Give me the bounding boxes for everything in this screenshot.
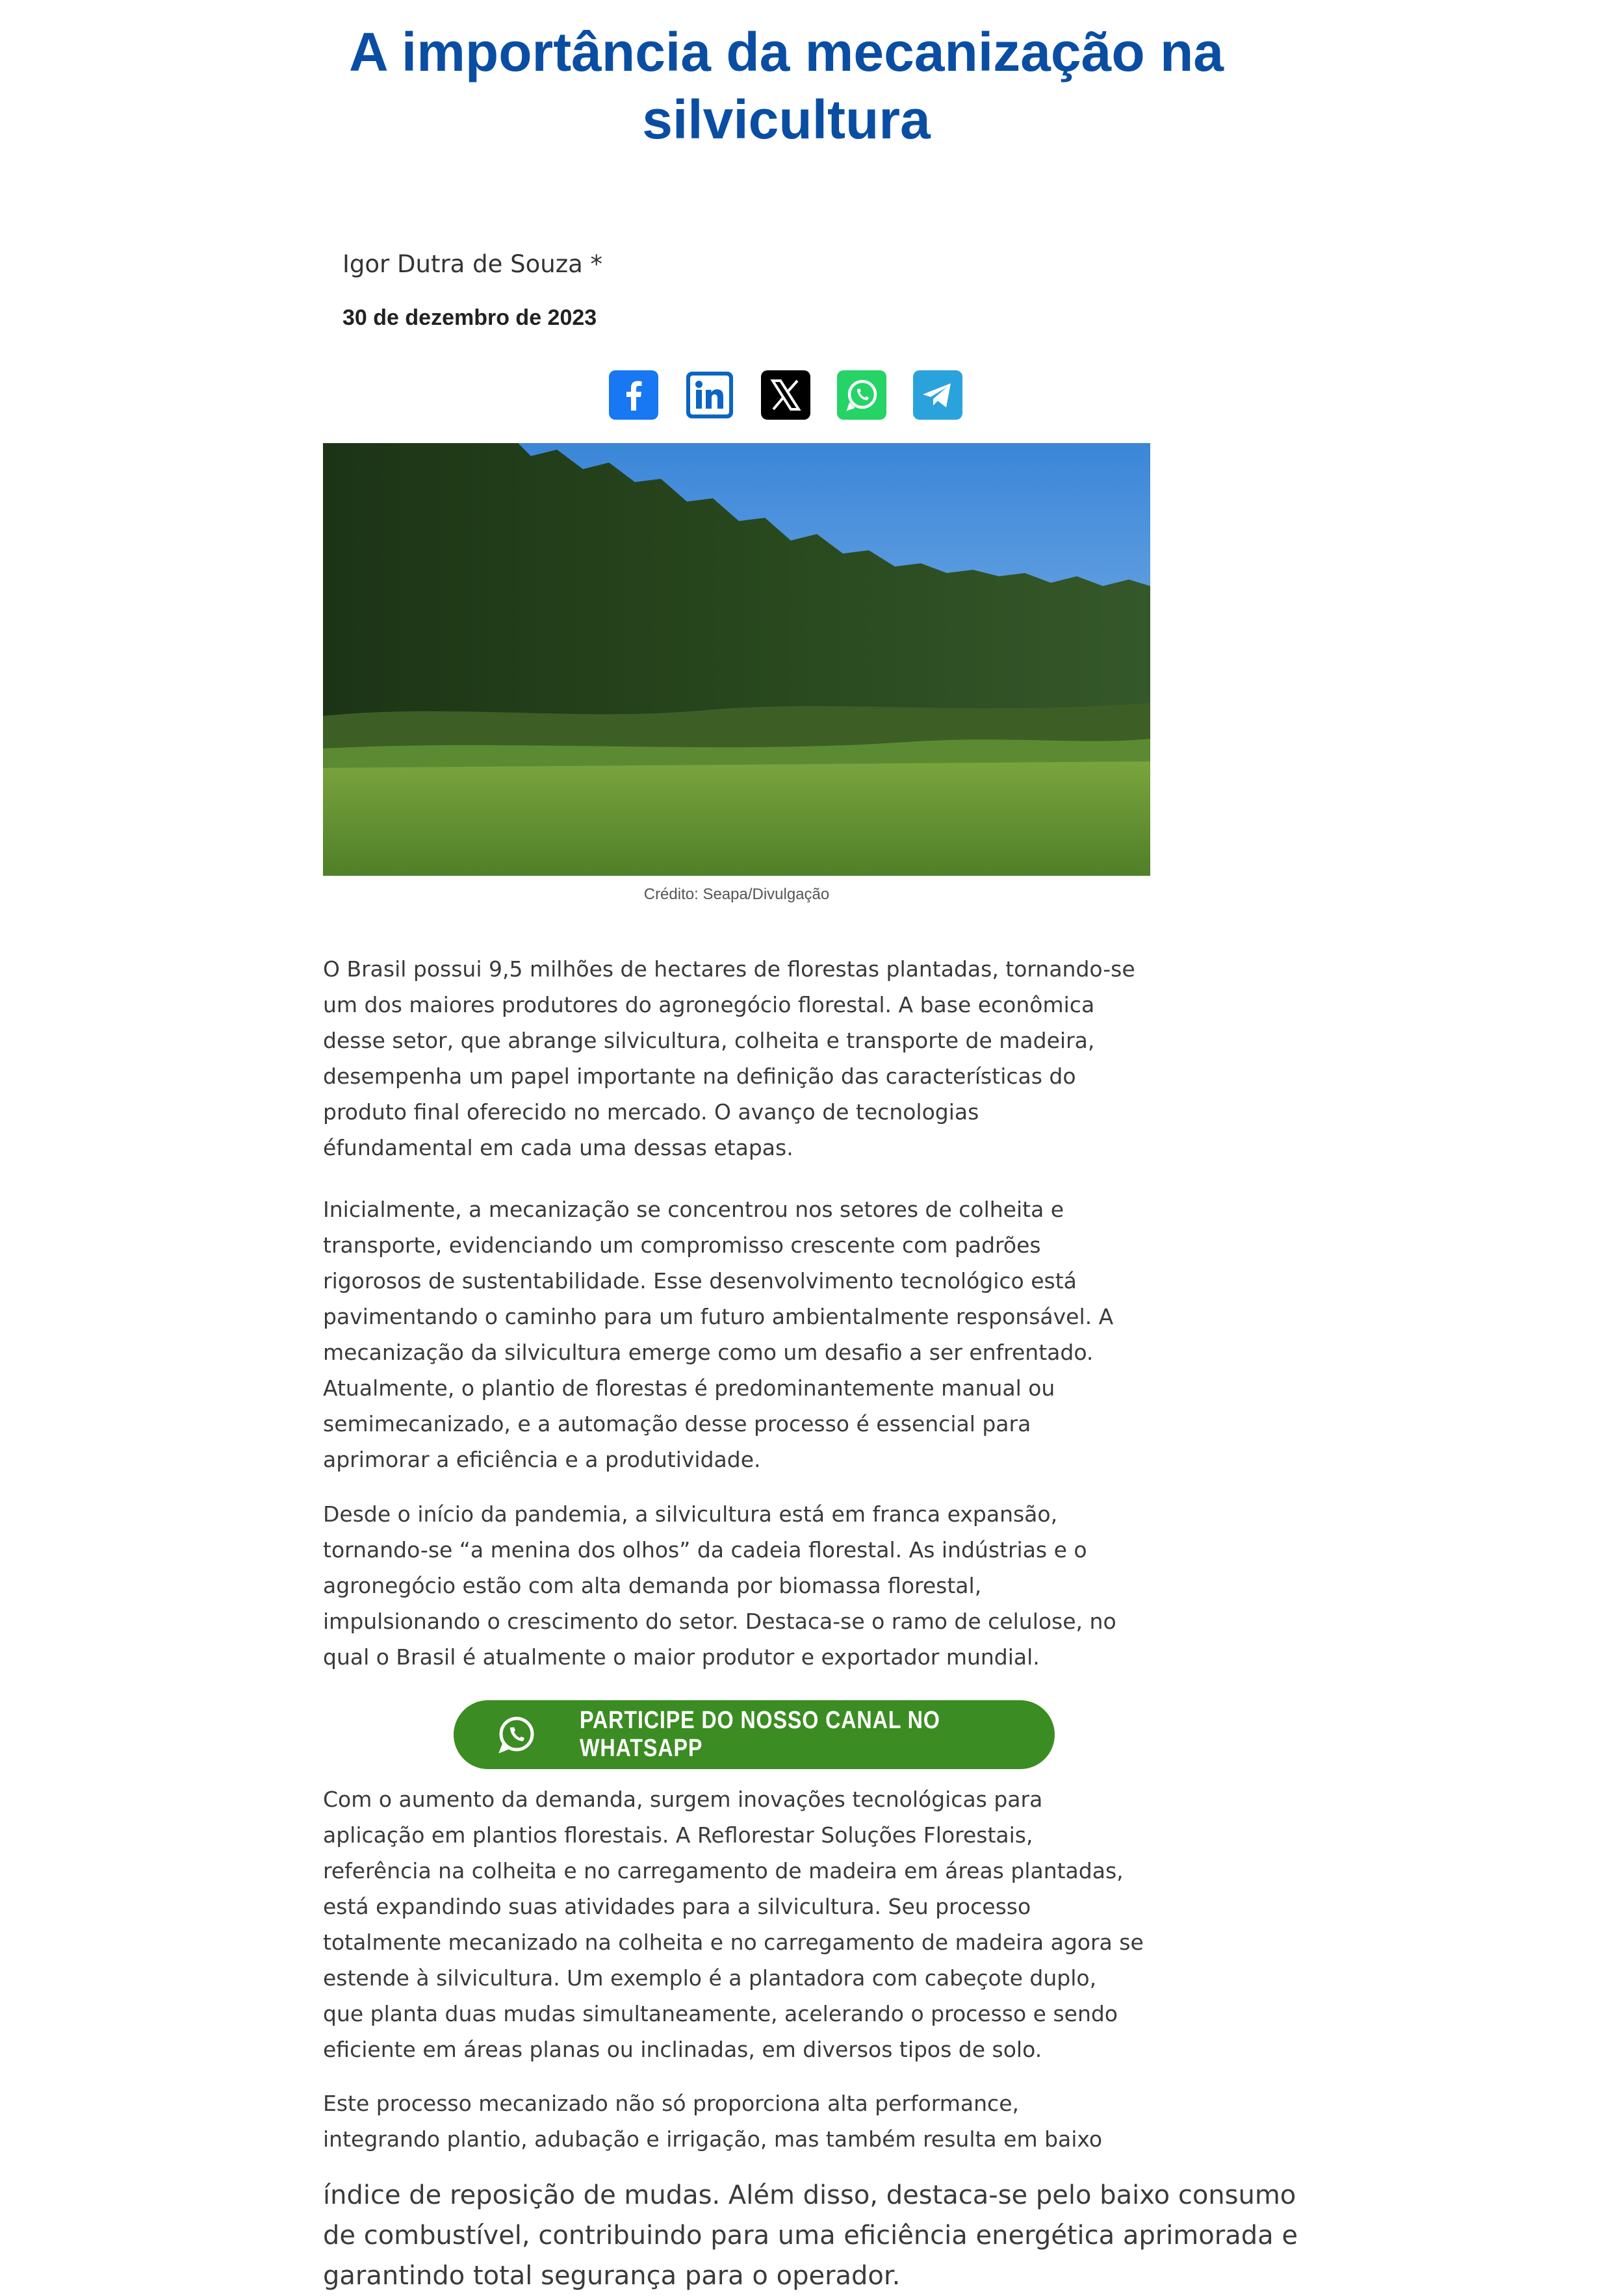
x-icon [761, 370, 810, 420]
paragraph-5: Este processo mecanizado não só proporciona alta performance, integrando plantio, adubação e irrigação, mas também resulta em baixo [323, 2091, 1103, 2152]
article-title: A importância da mecanização na silvicultura [348, 21, 1224, 150]
paragraph-1: O Brasil possui 9,5 milhões de hectares de florestas plantadas, tornando-se um dos maiores produtores do agronegócio florestal. A base econômica desse setor, que abrange silvicultura, colheita e transporte de madeira, desempenha um papel importante na definição das características do produto final oferecido no mercado. O avanço de tecnologias éfundamental em cada uma dessas etapas. [323, 956, 1135, 1160]
paragraph-6: índice de reposição de mudas. Além disso, destaca-se pelo baixo consumo de combustível, contribuindo para uma eficiência energética aprimorada e garantindo total segurança para o operador. [323, 2180, 1298, 2291]
facebook-share-button[interactable] [609, 370, 658, 420]
linkedin-share-button[interactable] [685, 370, 734, 420]
telegram-share-button[interactable] [913, 370, 962, 420]
linkedin-icon [685, 370, 734, 420]
whatsapp-icon [837, 370, 886, 420]
photo-caption: Crédito: Seapa/Divulgação [643, 886, 830, 903]
whatsapp-channel-button[interactable] [454, 1700, 1055, 1769]
whatsapp-channel-label: PARTICIPE DO NOSSO CANAL NO WHATSAPP [580, 1707, 940, 1762]
share-bar [609, 370, 962, 420]
paragraph-2: Inicialmente, a mecanização se concentrou nos setores de colheita e transporte, evidenciando um compromisso crescente com padrões rigorosos de sustentabilidade. Esse desenvolvimento tecnológico está pavimentando o caminho para um futuro ambientalmente responsável. A mecanização da silvicultura emerge como um desafio a ser enfrentado. Atualmente, o plantio de florestas é predominantemente manual ou semimecanizado, e a automação desse processo é essencial para aprimorar a eficiência e a produtividade. [323, 1197, 1114, 1472]
facebook-icon [609, 370, 658, 420]
article-author: Igor Dutra de Souza * [342, 250, 603, 278]
article-photo [323, 443, 1150, 876]
whatsapp-icon [491, 1710, 541, 1759]
paragraph-4: Com o aumento da demanda, surgem inovações tecnológicas para aplicação em plantios florestais. A Reflorestar Soluções Florestais, referência na colheita e no carregamento de madeira em áreas plantadas, está expandindo suas atividades para a silvicultura. Seu processo totalmente mecanizado na colheita e no carregamento de madeira agora se estende à silvicultura. Um exemplo é a plantadora com cabeçote duplo, que planta duas mudas simultaneamente, acelerando o processo e sendo eficiente em áreas planas ou inclinadas, em diversos tipos de solo. [323, 1787, 1144, 2062]
paragraph-3: Desde o início da pandemia, a silvicultura está em franca expansão, tornando-se “a menina dos olhos” da cadeia florestal. As indústrias e o agronegócio estão com alta demanda por biomassa florestal, impulsionando o crescimento do setor. Destaca-se o ramo de celulose, no qual o Brasil é atualmente o maior produtor e exportador mundial. [323, 1501, 1116, 1670]
x-share-button[interactable] [761, 370, 810, 420]
article-date: 30 de dezembro de 2023 [342, 305, 597, 330]
telegram-icon [913, 370, 962, 420]
whatsapp-share-button[interactable] [837, 370, 886, 420]
